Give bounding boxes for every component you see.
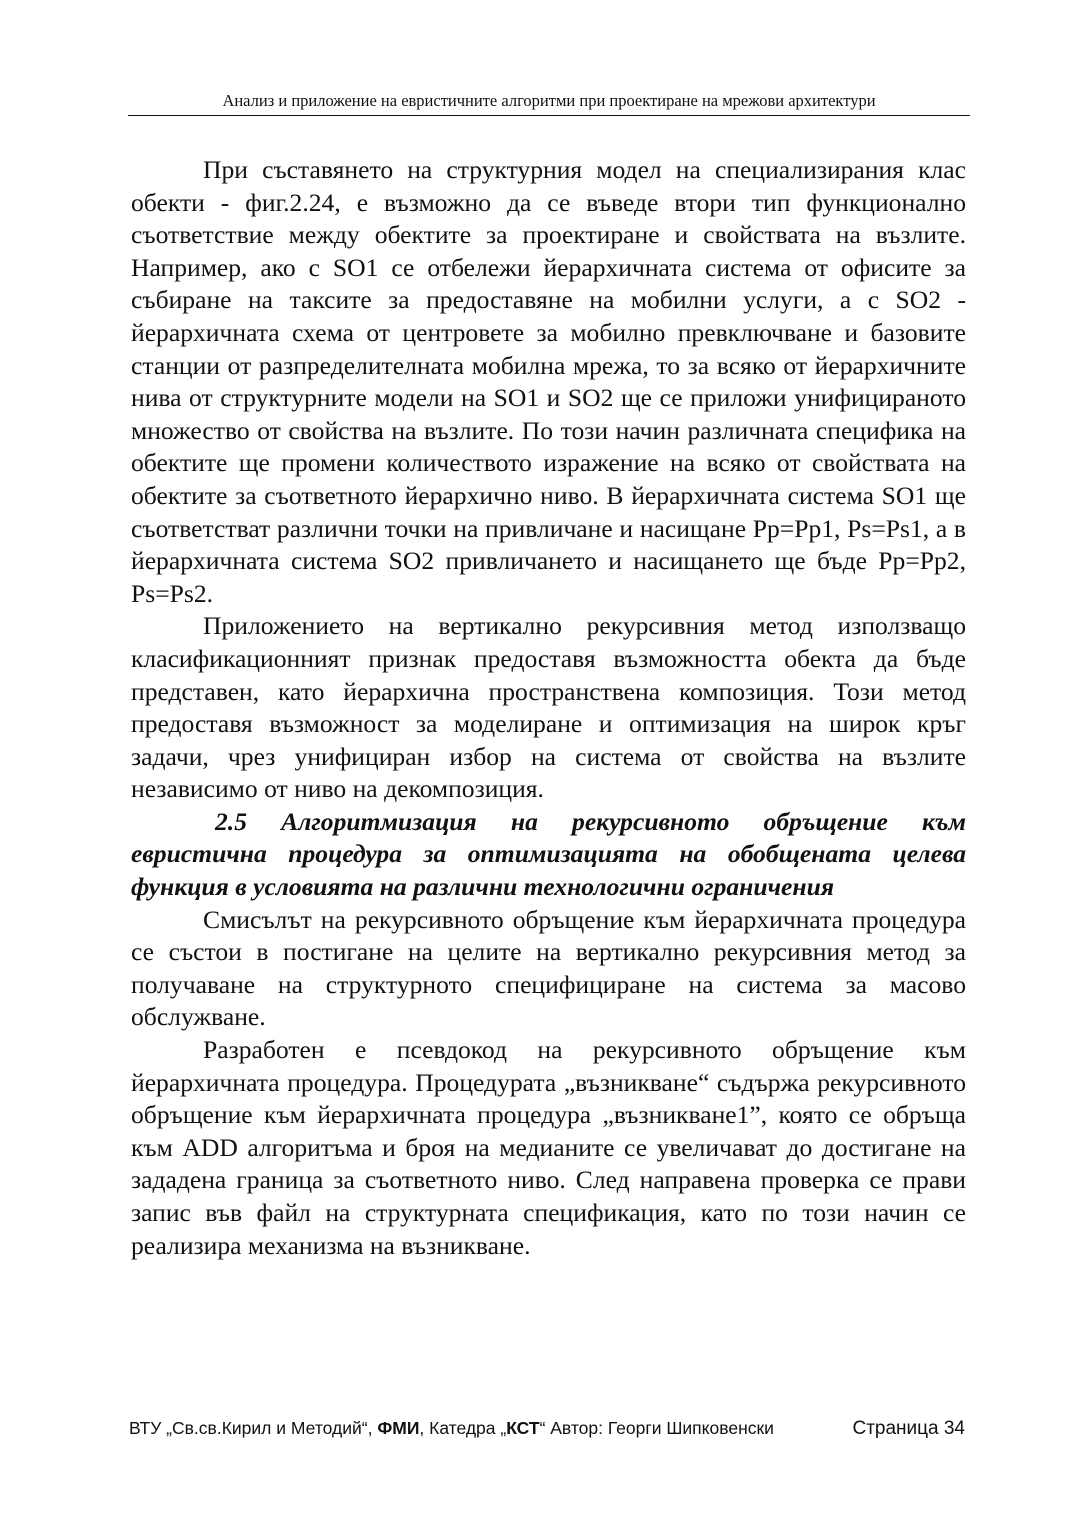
footer-department: КСТ [506,1418,540,1438]
paragraph: Разработен е псевдокод на рекурсивното обръщение към йерархичната процедура. Процедурата „възникване“ съдържа рекурсивното обръщение към йерархичната процедура „възникване1”, която се обръща към ADD алгоритъма и броя на медианите се увеличават до достигане на зададена граница за съответното ниво. След направена проверка се прави запис във файл на структурната спецификация, като по този начин се реализира механизма на възникване. [131,1035,966,1260]
footer-faculty: ФМИ [377,1418,420,1438]
paragraph: Смисълът на рекурсивното обръщение към йерархичната процедура се състои в постигане на целите на вертикално рекурсивния метод за получаване на структурното специфициране на система за масово обслужване. [131,904,966,1032]
page-number: Страница 34 [852,1418,965,1439]
paragraph: При съставянето на структурния модел на специализирания клас обекти - фиг.2.24, е възможно да се въведе втори тип функционално съответствие между обектите за проектиране и свойствата на възлите. Например, ако с SO1 се отбележи йерархичната система от офисите за събиране на таксите за предоставяне на мобилни услуги, а с SO2 - йерархичната схема от центровете за мобилно превключване и базовите станции от разпределителната мобилна мрежа, то за всяко от йерархичните нива от структурните модели на SO1 и SO2 ще се приложи унифицираното множество от свойства на възлите. По този начин различната специфика на обектите ще промени количеството изражение на всяко от свойствата на обектите за съответното йерархично ниво. В йерархичната система SO1 ще съответстват различни точки на привличане и насищане Pp=Pp1, Ps=Ps1, а в йерархичната система SO2 привличането и насищането ще бъде Pp=Pp2, Ps=Ps2. [131,155,966,608]
running-header: Анализ и приложение на евристичните алгоритми при проектиране на мрежови архитектури [128,90,970,116]
section-heading: 2.5 Алгоритмизация на рекурсивното обръщение към евристична процедура за оптимизацията на обобщената целева функция в условията на различни технологични ограничения [131,806,966,902]
page-body [131,154,966,1262]
page-footer [129,1416,965,1441]
paragraph: Приложението на вертикално рекурсивния метод използващо класификационният признак предоставя възможността обекта да бъде представен, като йерархична пространствена композиция. Този метод предоставя възможност за моделиране и оптимизация на широк кръг задачи, чрез унифициран избор на система от свойства на възлите независимо от ниво на декомпозиция. [131,611,966,804]
footer-credits: ВТУ „Св.св.Кирил и Методий“, ФМИ, Катедра „КСТ“ Автор: Георги Шипковенски [129,1418,774,1438]
